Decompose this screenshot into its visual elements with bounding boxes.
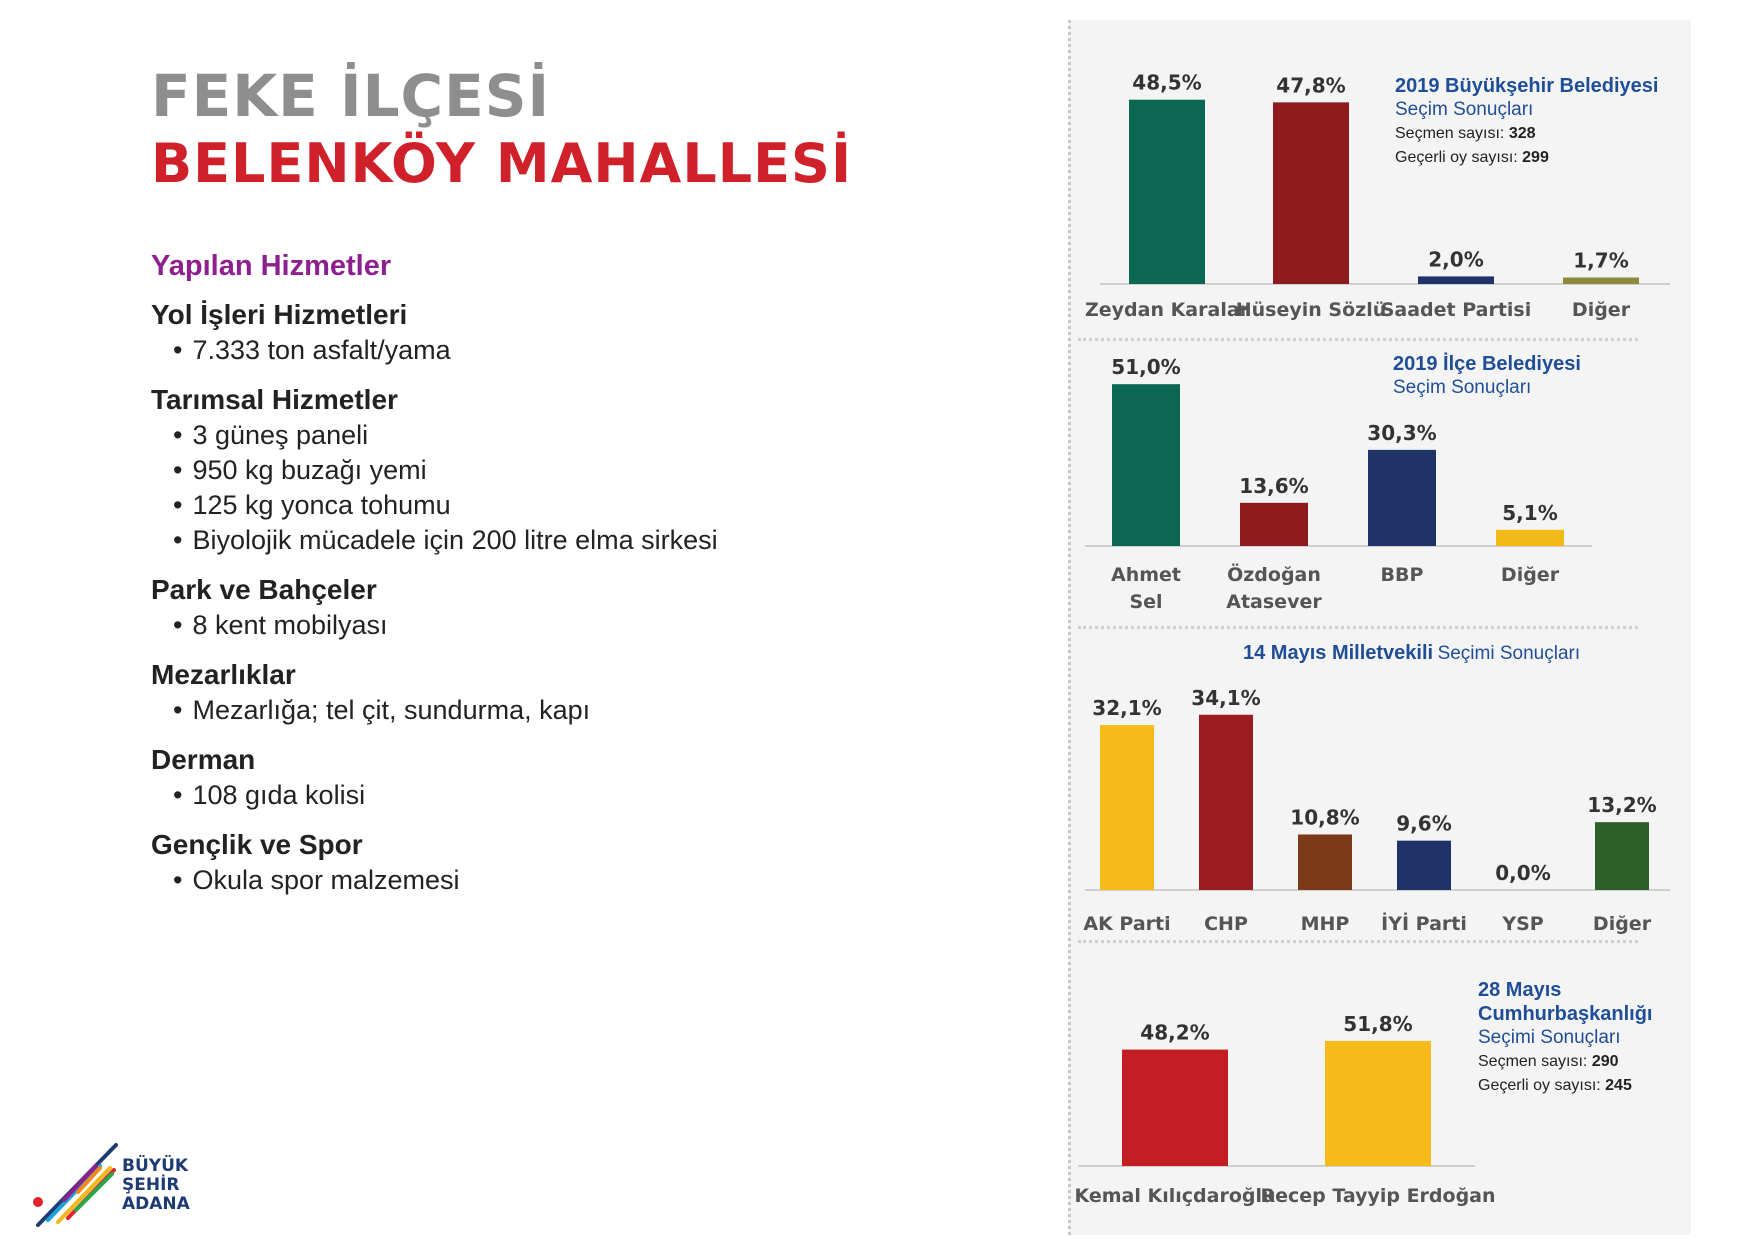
chart3-subtitle: Seçimi Sonuçları (1437, 643, 1581, 664)
chart2-subtitle: Seçim Sonuçları (1393, 377, 1532, 398)
service-item: • 3 güneş paneli (173, 418, 911, 453)
chart1-category-label: Saadet Partisi (1380, 299, 1532, 321)
chart1-value-label: 48,5% (1132, 70, 1202, 95)
chart1-value-label: 47,8% (1276, 73, 1346, 98)
chart2-bar (1240, 503, 1308, 546)
category-title: Park ve Bahçeler (151, 574, 377, 605)
services-heading: Yapılan Hizmetler (151, 250, 392, 282)
chart3-bar (1397, 841, 1451, 890)
chart3-bar (1595, 822, 1649, 890)
category-title: Tarımsal Hizmetler (151, 384, 398, 415)
chart2-category-label: Diğer (1500, 564, 1560, 586)
chart3-value-label: 10,8% (1290, 805, 1360, 830)
chart3-category-label: AK Parti (1083, 913, 1171, 935)
chart3-value-label: 32,1% (1092, 696, 1162, 721)
chart1-subtitle: Seçim Sonuçları (1395, 99, 1534, 120)
logo-line: ŞEHİR (122, 1175, 180, 1195)
chart1-value-label: 2,0% (1428, 247, 1484, 272)
category-title: Mezarlıklar (151, 659, 296, 690)
chart3-bar (1199, 715, 1253, 890)
chart2-category-label: Özdoğan Atasever (1226, 564, 1322, 613)
logo-line: ADANA (122, 1194, 190, 1214)
chart1-bar (1273, 102, 1349, 284)
chart3-value-label: 13,2% (1587, 793, 1657, 818)
chart1-category-label: Diğer (1571, 299, 1631, 321)
chart4-bar (1325, 1041, 1431, 1166)
chart4-title-line1: 28 Mayıs (1478, 979, 1562, 1001)
chart1-bar (1563, 278, 1639, 284)
service-item: • Biyolojik mücadele için 200 litre elma sirkesi (173, 523, 911, 558)
chart3-title: 14 Mayıs Milletvekili (1243, 642, 1434, 664)
chart2-value-label: 13,6% (1239, 473, 1309, 498)
chart4-voters: Seçmen sayısı: 290 (1478, 1053, 1619, 1070)
chart1-category-label: Hüseyin Sözlü (1235, 299, 1387, 321)
chart4-subtitle: Seçimi Sonuçları (1478, 1027, 1621, 1048)
chart3-category-label: YSP (1502, 913, 1544, 935)
chart2-value-label: 51,0% (1111, 355, 1181, 380)
logo-line: BÜYÜK (122, 1156, 189, 1176)
chart1-bar (1129, 100, 1205, 284)
chart3-value-label: 9,6% (1396, 811, 1452, 836)
chart2-title: 2019 İlçe Belediyesi (1393, 353, 1581, 375)
chart2-category-label: BBP (1380, 564, 1424, 586)
service-item: • 8 kent mobilyası (173, 608, 911, 643)
chart1-bar (1418, 276, 1494, 284)
chart2-bar (1112, 384, 1180, 546)
chart4-title-line2: Cumhurbaşkanlığı (1478, 1003, 1653, 1025)
chart1-title: 2019 Büyükşehir Belediyesi (1395, 75, 1659, 97)
chart4-category-label: Recep Tayyip Erdoğan (1260, 1185, 1496, 1207)
service-item: • Mezarlığa; tel çit, sundurma, kapı (173, 693, 911, 728)
chart3-bar (1100, 725, 1154, 890)
chart2-category-label: Ahmet Sel (1111, 564, 1181, 613)
chart3-category-label: İYİ Parti (1381, 913, 1467, 935)
service-item: • Okula spor malzemesi (173, 863, 911, 898)
chart3-value-label: 34,1% (1191, 685, 1261, 710)
chart1-category-label: Zeydan Karalar (1084, 299, 1250, 321)
chart1-voters: Seçmen sayısı: 328 (1395, 125, 1536, 142)
chart4-bar (1122, 1050, 1228, 1166)
chart1-valid-votes: Geçerli oy sayısı: 299 (1395, 149, 1549, 166)
service-item: • 7.333 ton asfalt/yama (173, 333, 911, 368)
chart3-category-label: MHP (1300, 913, 1350, 935)
chart3-bar (1298, 835, 1352, 891)
chart4-valid-votes: Geçerli oy sayısı: 245 (1478, 1077, 1632, 1094)
chart4-category-label: Kemal Kılıçdaroğlu (1074, 1185, 1276, 1207)
category-title: Yol İşleri Hizmetleri (151, 299, 408, 330)
category-title: Gençlik ve Spor (151, 829, 363, 860)
chart1-value-label: 1,7% (1573, 248, 1629, 273)
chart4-value-label: 51,8% (1343, 1011, 1413, 1036)
chart2-value-label: 5,1% (1502, 500, 1558, 525)
chart3-category-label: Diğer (1592, 913, 1652, 935)
service-item: • 125 kg yonca tohumu (173, 488, 911, 523)
chart4-value-label: 48,2% (1140, 1020, 1210, 1045)
chart2-bar (1496, 530, 1564, 546)
service-item: • 108 gıda kolisi (173, 778, 911, 813)
service-item: • 950 kg buzağı yemi (173, 453, 911, 488)
chart3-category-label: CHP (1204, 913, 1248, 935)
chart3-value-label: 0,0% (1495, 861, 1551, 885)
category-title: Derman (151, 744, 256, 775)
chart2-bar (1368, 450, 1436, 546)
chart2-value-label: 30,3% (1367, 420, 1437, 445)
neighborhood-title: BELENKÖY MAHALLESİ (151, 132, 853, 195)
district-title: FEKE İLÇESİ (151, 62, 551, 130)
